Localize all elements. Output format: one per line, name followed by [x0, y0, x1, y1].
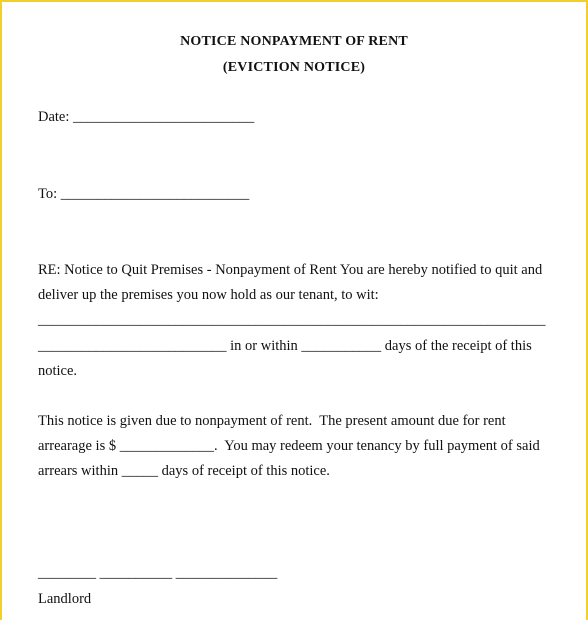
- signature-line: ________ __________ ______________: [38, 565, 278, 581]
- body-paragraph-line-1: This notice is given due to nonpayment of rent. The present amount due for rent: [38, 413, 506, 429]
- re-paragraph-line-4: __________________________ in or within ___________ days of the receipt of this: [38, 338, 532, 354]
- body-paragraph-line-3: arrears within _____ days of receipt of this notice.: [38, 463, 330, 479]
- signature-label: Landlord: [38, 591, 92, 607]
- premises-blank-line: ______________________________________________________________________: [38, 312, 546, 328]
- re-paragraph-line-1: RE: Notice to Quit Premises - Nonpayment of Rent You are hereby notified to quit and: [38, 262, 543, 278]
- re-paragraph-line-5: notice.: [38, 363, 78, 379]
- body-paragraph-line-2: arrearage is $ _____________. You may redeem your tenancy by full payment of said: [38, 438, 540, 454]
- re-paragraph-line-2: deliver up the premises you now hold as our tenant, to wit:: [38, 287, 379, 303]
- document-subtitle: (EVICTION NOTICE): [222, 60, 366, 75]
- to-field-line: To: __________________________: [38, 186, 250, 202]
- document-title: NOTICE NONPAYMENT OF RENT: [180, 34, 408, 49]
- date-field-line: Date: _________________________: [38, 109, 255, 125]
